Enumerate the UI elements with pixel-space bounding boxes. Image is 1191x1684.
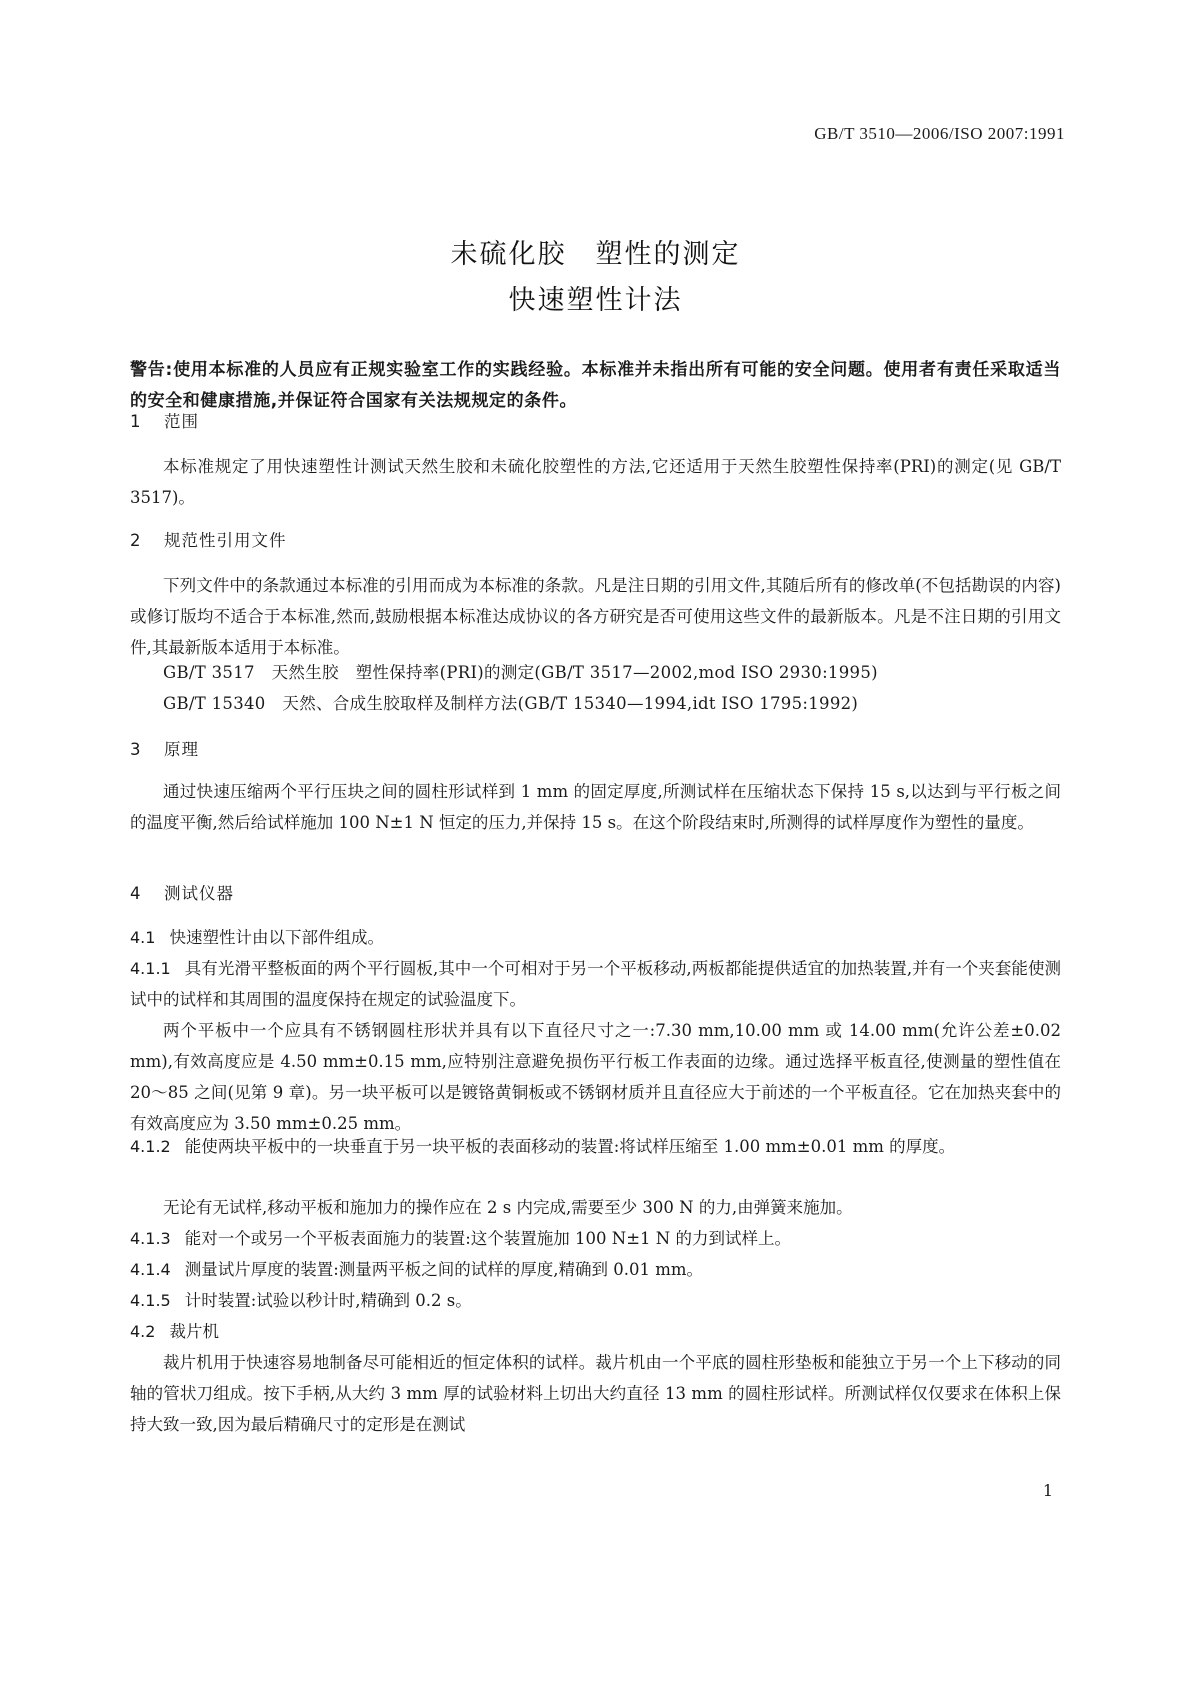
clause-4-2-paragraph: 裁片机用于快速容易地制备尽可能相近的恒定体积的试样。裁片机由一个平底的圆柱形垫板和能独立于另一个上下移动的同轴的管状刀组成。按下手柄,从大约 3 mm 厚的试验材料上切出大约直径 13 mm 的圆柱形试样。所测试样仅仅要求在体积上保持大致一致,因为最后精确尺寸的定形是在测试	[130, 1353, 1061, 1434]
clause-number: 4.1.1	[130, 959, 171, 978]
section-title: 规范性引用文件	[164, 531, 287, 550]
warning-notice: 警告:使用本标准的人员应有正规实验室工作的实践经验。本标准并未指出所有可能的安全问题。使用者有责任采取适当的安全和健康措施,并保证符合国家有关法规规定的条件。	[130, 360, 1061, 411]
clause-number: 4.1	[130, 928, 156, 947]
page-number: 1	[1042, 1481, 1053, 1500]
clause-text: 测量试片厚度的装置:测量两平板之间的试样的厚度,精确到 0.01 mm。	[184, 1260, 704, 1279]
section-number: 3	[130, 740, 142, 759]
section-number: 2	[130, 531, 142, 550]
clause-4-1-2-paragraph: 无论有无试样,移动平板和施加力的操作应在 2 s 内完成,需要至少 300 N 的力,由弹簧来施加。	[163, 1198, 853, 1217]
clause-text: 具有光滑平整板面的两个平行圆板,其中一个可相对于另一个平板移动,两板都能提供适宜的加热装置,并有一个夹套能使测试中的试样和其周围的温度保持在规定的试验温度下。	[130, 959, 1061, 1009]
clause-4-1-5	[130, 1285, 1061, 1316]
section-number: 1	[130, 412, 142, 431]
clause-number: 4.1.5	[130, 1291, 171, 1310]
section-2-text: 下列文件中的条款通过本标准的引用而成为本标准的条款。凡是注日期的引用文件,其随后所有的修改单(不包括勘误的内容)或修订版均不适合于本标准,然而,鼓励根据本标准达成协议的各方研究是否可使用这些文件的最新版本。凡是不注日期的引用文件,其最新版本适用于本标准。	[130, 576, 1061, 657]
section-number: 4	[130, 884, 142, 903]
clause-text: 裁片机	[169, 1322, 219, 1341]
section-1-heading	[130, 408, 199, 432]
section-3-text: 通过快速压缩两个平行压块之间的圆柱形试样到 1 mm 的固定厚度,所测试样在压缩状态下保持 15 s,以达到与平行板之间的温度平衡,然后给试样施加 100 N±1 N 恒定的压力,并保持 15 s。在这个阶段结束时,所测得的试样厚度作为塑性的量度。	[130, 782, 1061, 832]
clause-text: 能使两块平板中的一块垂直于另一块平板的表面移动的装置:将试样压缩至 1.00 mm±0.01 mm 的厚度。	[184, 1137, 956, 1156]
clause-number: 4.1.3	[130, 1229, 171, 1248]
clause-number: 4.1.4	[130, 1260, 171, 1279]
document-title-line2: 快速塑性计法	[508, 285, 683, 316]
section-title: 测试仪器	[164, 884, 234, 903]
section-title: 原理	[164, 740, 199, 759]
section-2-heading	[130, 527, 287, 551]
clause-4-1-1-paragraph: 两个平板中一个应具有不锈钢圆柱形状并具有以下直径尺寸之一:7.30 mm,10.00 mm 或 14.00 mm(允许公差±0.02 mm),有效高度应是 4.50 mm±0.15 mm,应特别注意避免损伤平行板工作表面的边缘。通过选择平板直径,使测量的塑性值在 20～85 之间(见第 9 章)。另一块平板可以是镀铬黄铜板或不锈钢材质并且直径应大于前述的一个平板直径。它在加热夹套中的有效高度应为 3.50 mm±0.25 mm。	[130, 1021, 1061, 1133]
clause-number: 4.2	[130, 1322, 156, 1341]
clause-text: 快速塑性计由以下部件组成。	[169, 928, 384, 947]
reference-item: GB/T 15340 天然、合成生胶取样及制样方法(GB/T 15340—1994,idt ISO 1795:1992)	[163, 694, 859, 713]
clause-text: 能对一个或另一个平板表面施力的装置:这个装置施加 100 N±1 N 的力到试样上。	[184, 1229, 791, 1248]
clause-number: 4.1.2	[130, 1137, 171, 1156]
clause-4-1-2	[130, 1131, 1061, 1162]
clause-text: 计时装置:试验以秒计时,精确到 0.2 s。	[184, 1291, 472, 1310]
standard-code: GB/T 3510—2006/ISO 2007:1991	[814, 124, 1065, 143]
section-3-heading	[130, 736, 199, 760]
section-1-text: 本标准规定了用快速塑性计测试天然生胶和未硫化胶塑性的方法,它还适用于天然生胶塑性保持率(PRI)的测定(见 GB/T 3517)。	[130, 457, 1061, 507]
document-title-line1: 未硫化胶 塑性的测定	[450, 239, 741, 270]
clause-4-1-3	[130, 1223, 1061, 1254]
clause-4-1	[130, 922, 1061, 953]
clause-4-1-1	[130, 953, 1061, 1015]
section-title: 范围	[164, 412, 199, 431]
clause-4-1-4	[130, 1254, 1061, 1285]
reference-item: GB/T 3517 天然生胶 塑性保持率(PRI)的测定(GB/T 3517—2002,mod ISO 2930:1995)	[163, 663, 878, 682]
clause-4-2	[130, 1316, 1061, 1347]
section-4-heading	[130, 880, 234, 904]
